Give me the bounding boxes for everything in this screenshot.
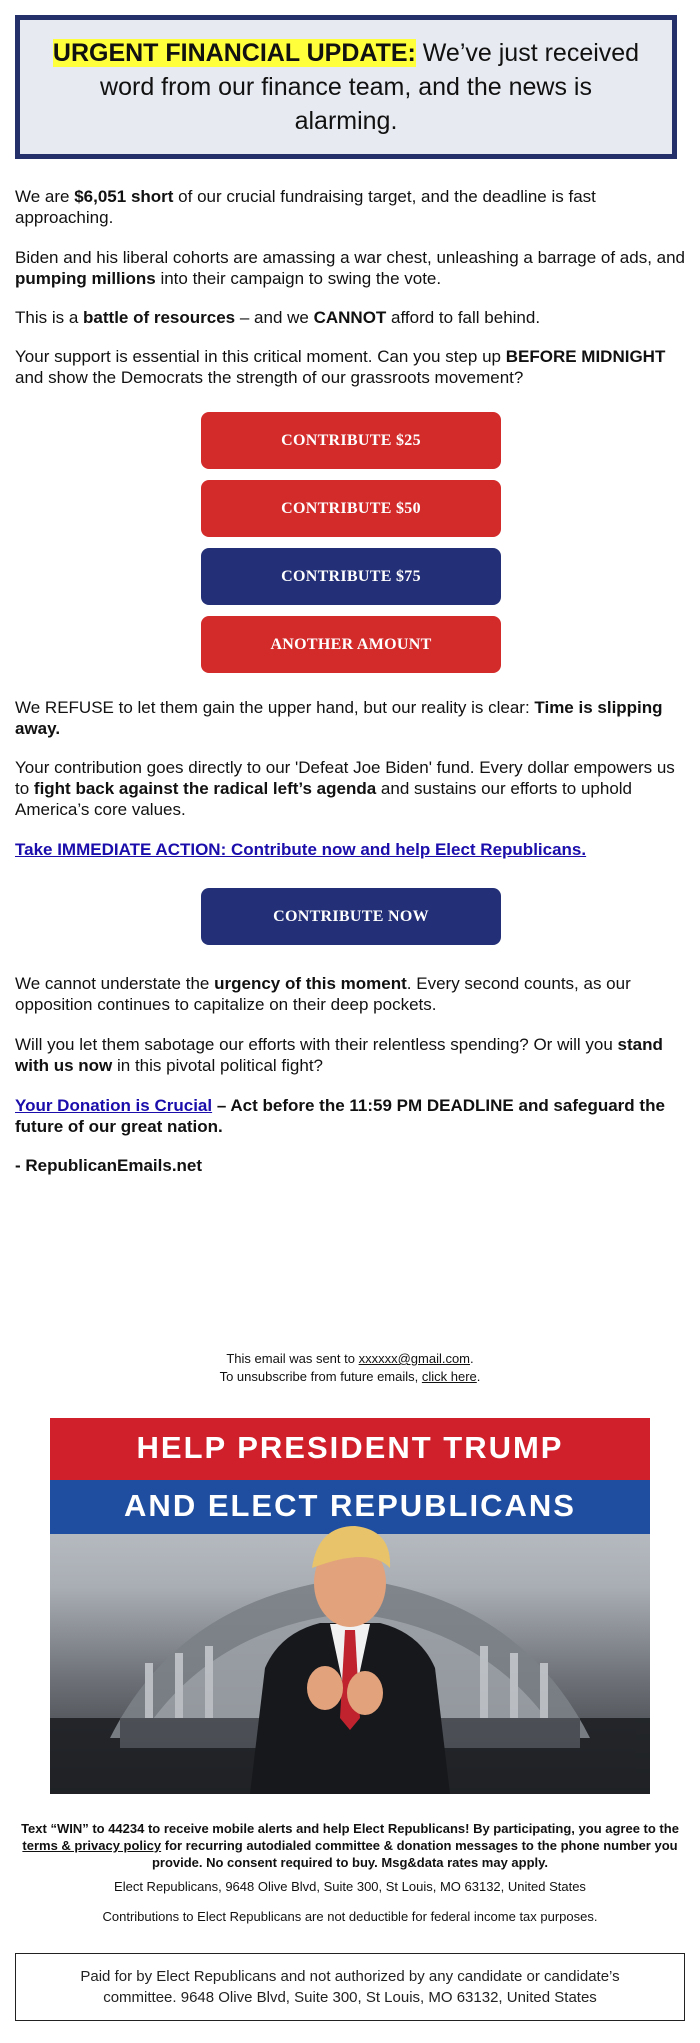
bold-text: stand with us now: [15, 1035, 663, 1075]
another-amount-button[interactable]: ANOTHER AMOUNT: [201, 616, 501, 673]
text: Biden and his liberal cohorts are amassing a war chest, unleashing a barrage of ads, and: [15, 248, 686, 267]
text: We REFUSE to let them gain the upper hand, but our reality is clear:: [15, 698, 535, 717]
contribute-25-button[interactable]: CONTRIBUTE $25: [201, 412, 501, 469]
text: .: [470, 1351, 474, 1366]
recipient-email-link[interactable]: xxxxxx@gmail.com: [358, 1351, 471, 1366]
text: and show the Democrats the strength of our grassroots movement?: [15, 368, 524, 387]
paragraph-war-chest: [15, 247, 685, 289]
text: To unsubscribe from future emails,: [219, 1369, 422, 1384]
text: . Every second counts, as our opposition continues to capitalize on their deep pockets.: [15, 974, 631, 1014]
text: and sustains our efforts to uphold America’s core values.: [15, 779, 632, 819]
header-text: [20, 36, 672, 138]
header-message: We’ve just received word from our finance team, and the news is alarming.: [100, 39, 640, 135]
text: .: [476, 1369, 481, 1384]
bold-text: Time is slipping away.: [15, 698, 663, 738]
terms-privacy-link[interactable]: terms & privacy policy: [22, 1838, 162, 1853]
text: This email was sent to: [226, 1351, 359, 1366]
unsubscribe-link[interactable]: click here: [421, 1369, 477, 1384]
unsubscribe-line: [0, 1368, 700, 1386]
bold-text: urgency of this moment: [214, 974, 407, 993]
signature: - RepublicanEmails.net: [15, 1156, 203, 1175]
cta-paragraph: [15, 839, 685, 860]
paid-for-text: Paid for by Elect Republicans and not authorized by any candidate or candidate’s committee. 9648 Olive Blvd, Suite 300, St Louis, MO 63132, United States: [80, 1968, 620, 2006]
paragraph-sabotage: [15, 1034, 685, 1076]
paragraph-support: [15, 346, 685, 388]
contribute-50-button[interactable]: CONTRIBUTE $50: [201, 480, 501, 537]
bold-amount: $6,051 short: [74, 187, 174, 206]
campaign-banner-image[interactable]: [50, 1418, 650, 1794]
text: of our crucial fundraising target, and the deadline is fast approaching.: [15, 187, 596, 227]
paragraph-shortfall: [15, 186, 685, 228]
text: We cannot understate the: [15, 974, 215, 993]
text: Your support is essential in this critical moment. Can you step up: [15, 347, 506, 366]
text: – and we: [235, 308, 314, 327]
text: afford to fall behind.: [386, 308, 541, 327]
paragraph-fund: [15, 757, 685, 820]
text: We are: [15, 187, 75, 206]
sent-to-line: [0, 1350, 700, 1368]
header-box: [15, 15, 677, 159]
paid-for-box: [15, 1953, 685, 2021]
capitol-photo-illustration: [50, 1418, 650, 1794]
text: in this pivotal political fight?: [112, 1056, 324, 1075]
banner-line-2: AND ELECT REPUBLICANS: [124, 1488, 576, 1523]
text: for recurring autodialed committee & donation messages to the phone number you provide. No consent required to buy. Msg&data rates may apply.: [151, 1838, 678, 1870]
text: Will you let them sabotage our efforts with their relentless spending? Or will you: [15, 1035, 618, 1054]
paragraph-refuse: [15, 697, 685, 739]
immediate-action-link[interactable]: Take IMMEDIATE ACTION: Contribute now and help Elect Republicans.: [15, 840, 587, 859]
text: This is a: [15, 308, 84, 327]
bold-text: CANNOT: [313, 308, 387, 327]
tax-disclaimer: Contributions to Elect Republicans are not deductible for federal income tax purposes.: [102, 1909, 598, 1924]
text: into their campaign to swing the vote.: [155, 269, 442, 288]
bold-text: fight back against the radical left’s agenda: [33, 779, 377, 798]
bold-text: – Act before the 11:59 PM DEADLINE and safeguard the future of our great nation.: [15, 1096, 665, 1136]
header-highlight: URGENT FINANCIAL UPDATE:: [52, 39, 416, 67]
donation-crucial-link[interactable]: Your Donation is Crucial: [15, 1096, 213, 1115]
bold-text: pumping millions: [15, 269, 156, 288]
paragraph-urgency: [15, 973, 685, 1015]
text: Your contribution goes directly to our 'Defeat Joe Biden' fund. Every dollar empowers us to: [15, 758, 675, 798]
sms-disclaimer: [15, 1820, 685, 1871]
paragraph-battle: [15, 307, 685, 328]
mailing-address: Elect Republicans, 9648 Olive Blvd, Suite 300, St Louis, MO 63132, United States: [114, 1879, 586, 1894]
bold-text: BEFORE MIDNIGHT: [505, 347, 666, 366]
contribute-75-button[interactable]: CONTRIBUTE $75: [201, 548, 501, 605]
banner-line-1: HELP PRESIDENT TRUMP: [136, 1430, 564, 1465]
paragraph-deadline: [15, 1095, 685, 1137]
contribute-now-button[interactable]: CONTRIBUTE NOW: [201, 888, 501, 945]
bold-text: battle of resources: [83, 308, 236, 327]
text: Text “WIN” to 44234 to receive mobile alerts and help Elect Republicans! By participating, you agree to the: [21, 1821, 679, 1836]
